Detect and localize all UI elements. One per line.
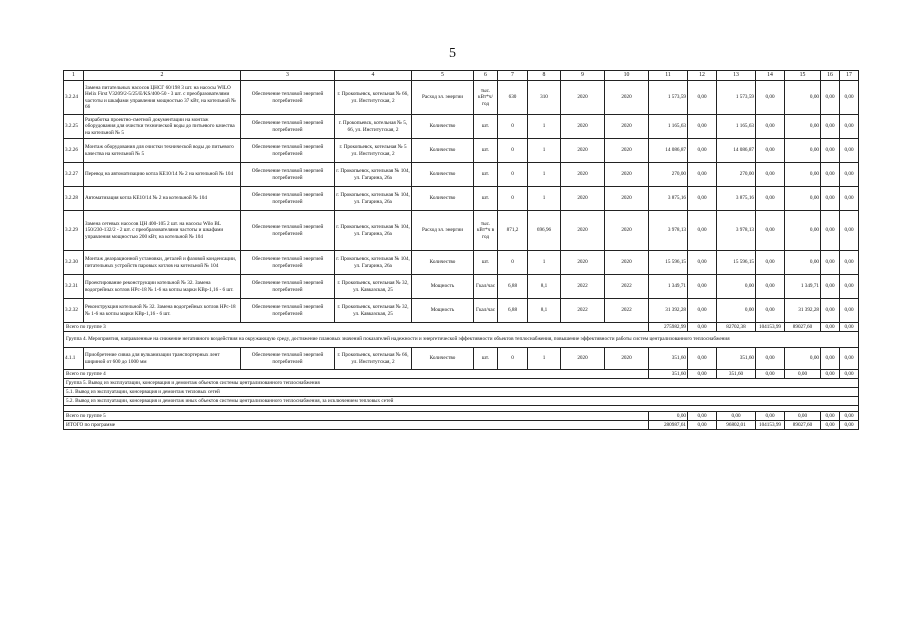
table-cell: 2022 xyxy=(561,275,605,299)
table-cell: 6,88 xyxy=(498,275,528,299)
table-cell: Реконструкция котельной № 32. Замена водогрейных котлов НРс-18 № 1-6 на котлы марки КВр-1,16 - 6 шт. xyxy=(84,299,241,323)
total-value: 0,00 xyxy=(756,370,785,379)
column-header: 9 xyxy=(561,71,605,81)
table-cell: 0 xyxy=(498,251,528,275)
table-cell: 630 xyxy=(498,81,528,115)
table-row xyxy=(64,163,859,187)
table-cell: 1 165,63 xyxy=(649,115,688,139)
total-value: 0,00 xyxy=(821,412,840,421)
table-row xyxy=(64,187,859,211)
table-cell: 0,00 xyxy=(840,163,859,187)
total-value: 0,00 xyxy=(785,412,821,421)
table-cell: Гкал/час xyxy=(474,299,498,323)
table-cell: 0,00 xyxy=(688,348,717,370)
table-cell: 2022 xyxy=(561,299,605,323)
table-cell: 1 xyxy=(528,115,561,139)
table-cell: 0 xyxy=(498,187,528,211)
total-label: Всего по группе 5 xyxy=(64,412,649,421)
table-cell: 3.2.28 xyxy=(64,187,84,211)
column-header: 15 xyxy=(785,71,821,81)
table-cell: 2020 xyxy=(561,163,605,187)
table-cell: 1 573,59 xyxy=(717,81,756,115)
column-header: 11 xyxy=(649,71,688,81)
table-cell: 4.1.1 xyxy=(64,348,84,370)
table-cell: 2020 xyxy=(561,251,605,275)
table-cell: 0,00 xyxy=(840,187,859,211)
table-cell: 0,00 xyxy=(717,299,756,323)
total-value: 0,00 xyxy=(688,421,717,430)
table-cell: 3.2.26 xyxy=(64,139,84,163)
table-cell: 1 xyxy=(528,348,561,370)
table-cell: 351,60 xyxy=(649,348,688,370)
table-cell: 0,00 xyxy=(756,211,785,251)
table-cell: 0,00 xyxy=(785,81,821,115)
table-cell: 2020 xyxy=(605,163,649,187)
table-cell: 6,88 xyxy=(498,299,528,323)
table-cell: 0,00 xyxy=(840,115,859,139)
table-cell: 0,00 xyxy=(756,187,785,211)
total-value: 0,00 xyxy=(756,412,785,421)
table-cell: Количество xyxy=(412,115,474,139)
total-value: 0,00 xyxy=(688,412,717,421)
total-value: 351,60 xyxy=(649,370,688,379)
total-value: 0,00 xyxy=(717,412,756,421)
table-cell: 2020 xyxy=(605,81,649,115)
table-cell: шт. xyxy=(474,251,498,275)
table-cell: 2020 xyxy=(605,115,649,139)
table-cell: 2020 xyxy=(605,211,649,251)
column-header: 8 xyxy=(528,71,561,81)
total-label: Всего по группе 4 xyxy=(64,370,649,379)
group4-title: Группа 4. Мероприятия, направленные на снижение негативного воздействия на окружающую среду, достижение плановых значений показателей надежности и энергетической эффективности объектов теплоснабжения, повышение эффективности работы систем централизованного теплоснабжения xyxy=(64,332,859,348)
total-label: ИТОГО по программе xyxy=(64,421,649,430)
table-cell: 0,00 xyxy=(688,163,717,187)
total-value: 0,00 xyxy=(840,323,859,332)
table-cell: 8,1 xyxy=(528,299,561,323)
column-header: 10 xyxy=(605,71,649,81)
table-cell: 0 xyxy=(498,139,528,163)
table-cell: 0,00 xyxy=(840,275,859,299)
table-row xyxy=(64,211,859,251)
table-cell: 0 xyxy=(498,115,528,139)
table-cell: Обеспечение тепловой энергией потребителей xyxy=(241,299,335,323)
table-cell: Обеспечение тепловой энергией потребителей xyxy=(241,115,335,139)
group5-title: Группа 5. Вывод из эксплуатации, консервация и демонтаж объектов системы централизованного теплоснабжения xyxy=(64,379,859,388)
table-cell: 0,00 xyxy=(756,251,785,275)
table-cell: г. Прокопьевск, котельная № 5 ул. Институтская, 2 xyxy=(335,139,412,163)
table-cell: г. Прокопьевск, котельная № 32, ул. Кавказская, 25 xyxy=(335,275,412,299)
table-cell: 31 392,28 xyxy=(649,299,688,323)
table-cell: 1 573,59 xyxy=(649,81,688,115)
table-cell: 0,00 xyxy=(840,299,859,323)
table-cell: 2020 xyxy=(605,139,649,163)
table-cell: 270,00 xyxy=(649,163,688,187)
total-value: 104153,99 xyxy=(756,421,785,430)
table-cell: Замена сетевых насосов ЦН 400-105 2 шт. на насосы Wilo BL 150/230-132/2 - 2 шт. с преобразователями частоты и шкафами управления мощностью 200 кВт, на котельной № 104 xyxy=(84,211,241,251)
table-cell: 0,00 xyxy=(688,275,717,299)
total-value: 0,00 xyxy=(840,412,859,421)
table-cell: 0,00 xyxy=(717,275,756,299)
group52-title: 5.2. Вывод из эксплуатации, консервация и демонтаж иных объектов системы централизованного теплоснабжения, за исключением тепловых сетей xyxy=(64,397,859,406)
table-cell: Количество xyxy=(412,139,474,163)
table-cell: 1 xyxy=(528,251,561,275)
total-value: 0,00 xyxy=(688,370,717,379)
total-value: 0,00 xyxy=(821,370,840,379)
table-cell: Обеспечение тепловой энергией потребителей xyxy=(241,81,335,115)
table-cell: Автоматизация котла КЕ10/14 № 2 на котельной № 104 xyxy=(84,187,241,211)
table-cell: 3.2.24 xyxy=(64,81,84,115)
group51-title xyxy=(64,388,859,397)
table-cell: 2020 xyxy=(605,187,649,211)
table-cell: 270,00 xyxy=(717,163,756,187)
table-cell: Обеспечение тепловой энергией потребителей xyxy=(241,187,335,211)
table-cell: Обеспечение тепловой энергией потребителей xyxy=(241,139,335,163)
table-cell: шт. xyxy=(474,187,498,211)
group5-title xyxy=(64,379,859,388)
table-row xyxy=(64,299,859,323)
table-cell: 8,1 xyxy=(528,275,561,299)
table-row xyxy=(64,81,859,115)
table-cell: Расход эл. энергии xyxy=(412,211,474,251)
table-cell: шт. xyxy=(474,163,498,187)
table-row xyxy=(64,348,859,370)
table-cell: 31 392,28 xyxy=(785,299,821,323)
table-cell: шт. xyxy=(474,348,498,370)
table-cell: Количество xyxy=(412,348,474,370)
table-cell: Обеспечение тепловой энергией потребителей xyxy=(241,211,335,251)
table-cell: 0,00 xyxy=(840,348,859,370)
table-cell: Разработка проектно-сметной документации на монтаж оборудования для очистки технической воды до питьевого качества на котельной № 5 xyxy=(84,115,241,139)
table-cell: г. Прокопьевск, котельная № 32, ул. Кавказская, 25 xyxy=(335,299,412,323)
table-cell: 0,00 xyxy=(821,81,840,115)
table-cell: Обеспечение тепловой энергией потребителей xyxy=(241,251,335,275)
table-cell: г. Прокопьевск, котельная № 66, ул. Институтская, 2 xyxy=(335,81,412,115)
table-cell: г. Прокопьевск, котельная № 104, ул. Гагарина, 26а xyxy=(335,211,412,251)
table-cell: 696,96 xyxy=(528,211,561,251)
table-cell: 1 xyxy=(528,163,561,187)
table-cell: 3.2.31 xyxy=(64,275,84,299)
table-cell: 0 xyxy=(498,348,528,370)
table-cell: 0,00 xyxy=(821,187,840,211)
table-cell: 1 xyxy=(528,139,561,163)
table-cell: 2020 xyxy=(605,251,649,275)
table-cell: 0,00 xyxy=(840,81,859,115)
total-value: 0,00 xyxy=(649,412,688,421)
table-cell: 14 086,87 xyxy=(717,139,756,163)
group52-title xyxy=(64,397,859,406)
table-cell: 14 086,87 xyxy=(649,139,688,163)
page-number: 5 xyxy=(449,46,456,61)
table-cell: 310 xyxy=(528,81,561,115)
total-value: 0,00 xyxy=(785,370,821,379)
table-cell: г. Прокопьевск, котельная № 104, ул. Гагарина, 26а xyxy=(335,251,412,275)
total-value: 89027,60 xyxy=(785,421,821,430)
table-cell: 0,00 xyxy=(821,115,840,139)
table-cell: Монтаж деаэрационной установки, деталей и фазовой конденсации, питательных устройств паровых котлов на котельной № 104 xyxy=(84,251,241,275)
table-cell: 3.2.27 xyxy=(64,163,84,187)
header-row xyxy=(64,71,859,81)
column-header: 5 xyxy=(412,71,474,81)
table-cell: шт. xyxy=(474,139,498,163)
table-cell: 3 978,13 xyxy=(717,211,756,251)
table-row xyxy=(64,115,859,139)
table-cell: 0,00 xyxy=(821,163,840,187)
table-cell: 0,00 xyxy=(688,115,717,139)
table-cell: 0,00 xyxy=(688,139,717,163)
table-cell: 0,00 xyxy=(821,139,840,163)
total-value: 96802,01 xyxy=(717,421,756,430)
table-cell: 0,00 xyxy=(688,211,717,251)
table-cell: 0,00 xyxy=(785,187,821,211)
total-value: 0,00 xyxy=(840,421,859,430)
table-cell: 3.2.25 xyxy=(64,115,84,139)
table-cell: 0,00 xyxy=(821,251,840,275)
table-cell: 1 165,63 xyxy=(717,115,756,139)
table-cell: тыс. кВт*ч в год xyxy=(474,211,498,251)
column-header: 7 xyxy=(498,71,528,81)
table-cell: 0,00 xyxy=(756,115,785,139)
total-value: 275982,99 xyxy=(649,323,688,332)
table-cell: Проектирование реконструкции котельной № 32. Замена водогрейных котлов НРс-18 № 1-6 на котлы марки КВр-1,16 - 6 шт. xyxy=(84,275,241,299)
table-cell: Обеспечение тепловой энергией потребителей xyxy=(241,348,335,370)
table-cell: 2020 xyxy=(561,115,605,139)
table-cell: 0,00 xyxy=(821,211,840,251)
column-header: 16 xyxy=(821,71,840,81)
table-cell: Приобретение сивиа для вулканизации транспортерных лент шириной от 600 до 1000 мм xyxy=(84,348,241,370)
table-cell: 0,00 xyxy=(756,348,785,370)
table-cell: 0,00 xyxy=(785,115,821,139)
table-cell: Расход эл. энергии xyxy=(412,81,474,115)
table-cell: 2020 xyxy=(561,187,605,211)
table-cell: 2020 xyxy=(561,211,605,251)
column-header: 3 xyxy=(241,71,335,81)
total-value: 0,00 xyxy=(821,421,840,430)
table-cell: 0,00 xyxy=(785,163,821,187)
column-header: 14 xyxy=(756,71,785,81)
table-cell: г. Прокопьевск, котельная № 66, ул. Институтская, 2 xyxy=(335,348,412,370)
table-cell: 3.2.29 xyxy=(64,211,84,251)
table-cell: 0,00 xyxy=(688,81,717,115)
table-cell: 3 875,16 xyxy=(649,187,688,211)
table-cell: 0,00 xyxy=(756,139,785,163)
table-cell: 15 596,15 xyxy=(649,251,688,275)
table-cell: Количество xyxy=(412,251,474,275)
table-cell: 0,00 xyxy=(785,251,821,275)
total-value: 82702,38 xyxy=(717,323,756,332)
column-header: 1 xyxy=(64,71,84,81)
table-cell: Монтаж оборудования для очистки технической воды до питьевого качества на котельной № 5 xyxy=(84,139,241,163)
table-cell: г. Прокопьевск, котельная № 104, ул. Гагарина, 26а xyxy=(335,187,412,211)
table-cell: 0,00 xyxy=(688,251,717,275)
table-cell: Гкал/час xyxy=(474,275,498,299)
column-header: 13 xyxy=(717,71,756,81)
table-cell: Обеспечение тепловой энергией потребителей xyxy=(241,163,335,187)
table-cell: 2020 xyxy=(561,81,605,115)
table-cell: 3 875,16 xyxy=(717,187,756,211)
total-value: 0,00 xyxy=(821,323,840,332)
column-header: 4 xyxy=(335,71,412,81)
table-cell: 15 596,15 xyxy=(717,251,756,275)
group5-total-row xyxy=(64,412,859,421)
table-cell: Перевод на автоматизацию котла КЕ10/14 № 2 на котельной № 104 xyxy=(84,163,241,187)
table-cell: 871,2 xyxy=(498,211,528,251)
group3-total-row xyxy=(64,323,859,332)
table-cell: 0,00 xyxy=(785,139,821,163)
table-cell: Количество xyxy=(412,163,474,187)
table-cell: 2020 xyxy=(605,348,649,370)
group51-title: 5.1. Вывод из эксплуатации, консервация и демонтаж тепловых сетей xyxy=(64,388,859,397)
table-cell: шт. xyxy=(474,115,498,139)
group4-title xyxy=(64,332,859,348)
group4-total-row xyxy=(64,370,859,379)
table-row xyxy=(64,139,859,163)
total-value: 0,00 xyxy=(688,323,717,332)
total-value: 351,60 xyxy=(717,370,756,379)
table-cell: 3.2.32 xyxy=(64,299,84,323)
total-value: 280987,61 xyxy=(649,421,688,430)
table-cell: Мощность xyxy=(412,299,474,323)
table-cell: 2022 xyxy=(605,299,649,323)
total-value: 89027,60 xyxy=(785,323,821,332)
table-cell: тыс. кВт*ч/ год xyxy=(474,81,498,115)
table-cell: 0,00 xyxy=(840,139,859,163)
table-cell: 2022 xyxy=(605,275,649,299)
table-cell: Замена питательных насосов ЦНСГ 60/198 3 шт. на насосы WILO Helix First V3209/2-5/25/E/KS/400-50 - 3 шт. с преобразователями частоты и шкафами управления мощностью 37 кВт, на котельной № 66 xyxy=(84,81,241,115)
table-cell: 0,00 xyxy=(821,275,840,299)
column-header: 17 xyxy=(840,71,859,81)
table-cell: 0,00 xyxy=(688,187,717,211)
table-cell: г. Прокопьевск, котельная № 104, ул. Гагарина, 26а xyxy=(335,163,412,187)
table-cell: 1 349,71 xyxy=(785,275,821,299)
table-cell: 0,00 xyxy=(840,251,859,275)
table-cell: 0,00 xyxy=(756,299,785,323)
column-header: 12 xyxy=(688,71,717,81)
table-cell: 0,00 xyxy=(756,81,785,115)
table-cell: 0,00 xyxy=(821,348,840,370)
table-cell: Мощность xyxy=(412,275,474,299)
program-total-row xyxy=(64,421,859,430)
table-cell: 0,00 xyxy=(785,211,821,251)
table-cell: 0,00 xyxy=(756,163,785,187)
table-cell: 1 xyxy=(528,187,561,211)
table-cell: 2020 xyxy=(561,139,605,163)
table-cell: 0,00 xyxy=(756,275,785,299)
table-cell: 3 978,13 xyxy=(649,211,688,251)
investment-program-table xyxy=(63,70,859,430)
table-cell: 2020 xyxy=(561,348,605,370)
table-row xyxy=(64,275,859,299)
table-cell: 1 349,71 xyxy=(649,275,688,299)
table-row xyxy=(64,251,859,275)
table-cell: 351,60 xyxy=(717,348,756,370)
total-value: 104153,99 xyxy=(756,323,785,332)
column-header: 2 xyxy=(84,71,241,81)
table-cell: Обеспечение тепловой энергией потребителей xyxy=(241,275,335,299)
table-cell: г. Прокопьевск, котельная № 5, 66, ул. Институтская, 2 xyxy=(335,115,412,139)
column-header: 6 xyxy=(474,71,498,81)
total-label: Всего по группе 3 xyxy=(64,323,649,332)
table-cell: 0,00 xyxy=(821,299,840,323)
table-cell: 0 xyxy=(498,163,528,187)
table-cell: 0,00 xyxy=(785,348,821,370)
table-cell: 0,00 xyxy=(688,299,717,323)
table-cell: Количество xyxy=(412,187,474,211)
table-cell: 3.2.30 xyxy=(64,251,84,275)
total-value: 0,00 xyxy=(840,370,859,379)
table-cell: 0,00 xyxy=(840,211,859,251)
